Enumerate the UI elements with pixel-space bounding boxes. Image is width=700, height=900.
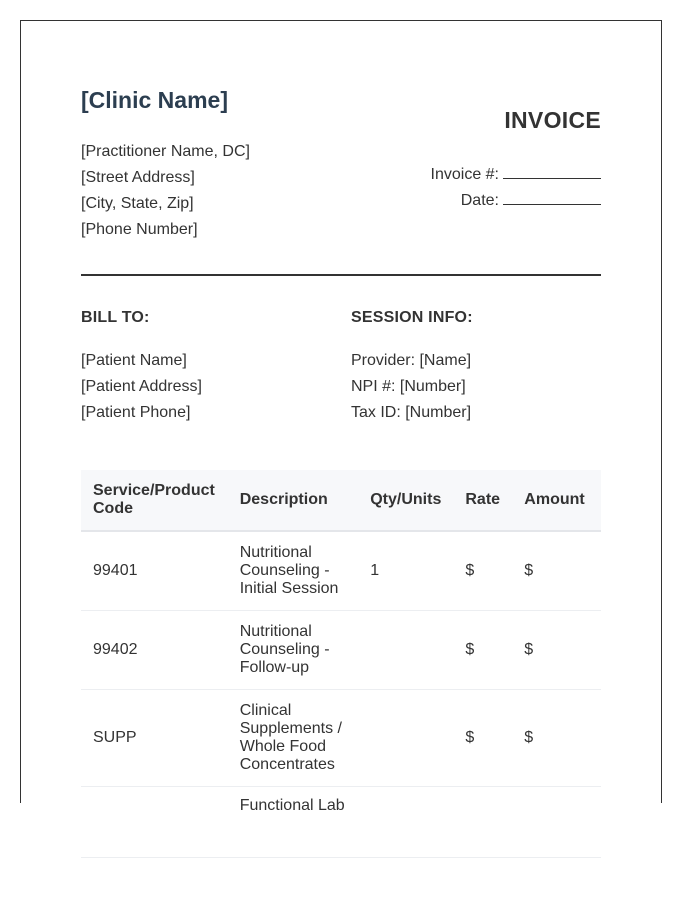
table-row	[81, 690, 601, 787]
cell-description: Nutritional Counseling - Initial Session	[228, 531, 359, 611]
session-info-heading: SESSION INFO:	[351, 309, 473, 326]
col-header-rate: Rate	[453, 470, 512, 531]
tax-id-line: Tax ID: [Number]	[351, 404, 472, 421]
invoice-meta	[431, 162, 601, 214]
cell-amount: $	[512, 611, 601, 690]
line-items-table	[81, 470, 601, 858]
cell-code: SUPP	[81, 690, 228, 787]
patient-address: [Patient Address]	[81, 378, 202, 395]
invoice-title: INVOICE	[504, 107, 601, 133]
cell-rate: $	[453, 531, 512, 611]
patient-phone: [Patient Phone]	[81, 404, 191, 421]
invoice-number-row	[431, 162, 601, 188]
invoice-number-field[interactable]	[503, 162, 601, 179]
cell-qty	[358, 787, 453, 858]
cell-rate: $	[453, 611, 512, 690]
col-header-qty: Qty/Units	[358, 470, 453, 531]
clinic-name: [Clinic Name]	[81, 87, 228, 113]
col-header-description: Description	[228, 470, 359, 531]
invoice-page	[20, 20, 662, 814]
practitioner-name: [Practitioner Name, DC]	[81, 143, 250, 160]
col-header-amount: Amount	[512, 470, 601, 531]
cell-amount	[512, 787, 601, 858]
header-divider	[81, 274, 601, 276]
cell-description: Functional Lab	[228, 787, 359, 858]
invoice-date-field[interactable]	[503, 188, 601, 205]
city-state-zip: [City, State, Zip]	[81, 195, 194, 212]
cell-qty: 1	[358, 531, 453, 611]
table-header-row	[81, 470, 601, 531]
patient-name: [Patient Name]	[81, 352, 187, 369]
col-header-code: Service/Product Code	[81, 470, 228, 531]
provider-line: Provider: [Name]	[351, 352, 472, 369]
cell-amount: $	[512, 531, 601, 611]
npi-line: NPI #: [Number]	[351, 378, 466, 395]
cell-description: Clinical Supplements / Whole Food Concentrates	[228, 690, 359, 787]
cell-code	[81, 787, 228, 858]
bill-to-heading: BILL TO:	[81, 309, 150, 326]
session-info-section	[351, 309, 473, 426]
cell-qty	[358, 690, 453, 787]
invoice-date-label: Date:	[460, 192, 499, 209]
invoice-number-label: Invoice #:	[430, 166, 499, 183]
cell-code: 99402	[81, 611, 228, 690]
cell-rate	[453, 787, 512, 858]
cell-amount: $	[512, 690, 601, 787]
phone-number: [Phone Number]	[81, 221, 198, 238]
street-address: [Street Address]	[81, 169, 195, 186]
table-row	[81, 787, 601, 858]
cell-rate: $	[453, 690, 512, 787]
cell-code: 99401	[81, 531, 228, 611]
practitioner-block	[81, 139, 250, 243]
table-row	[81, 611, 601, 690]
invoice-date-row	[431, 188, 601, 214]
table-row	[81, 531, 601, 611]
cell-description: Nutritional Counseling - Follow-up	[228, 611, 359, 690]
bill-to-section	[81, 309, 202, 426]
cell-qty	[358, 611, 453, 690]
